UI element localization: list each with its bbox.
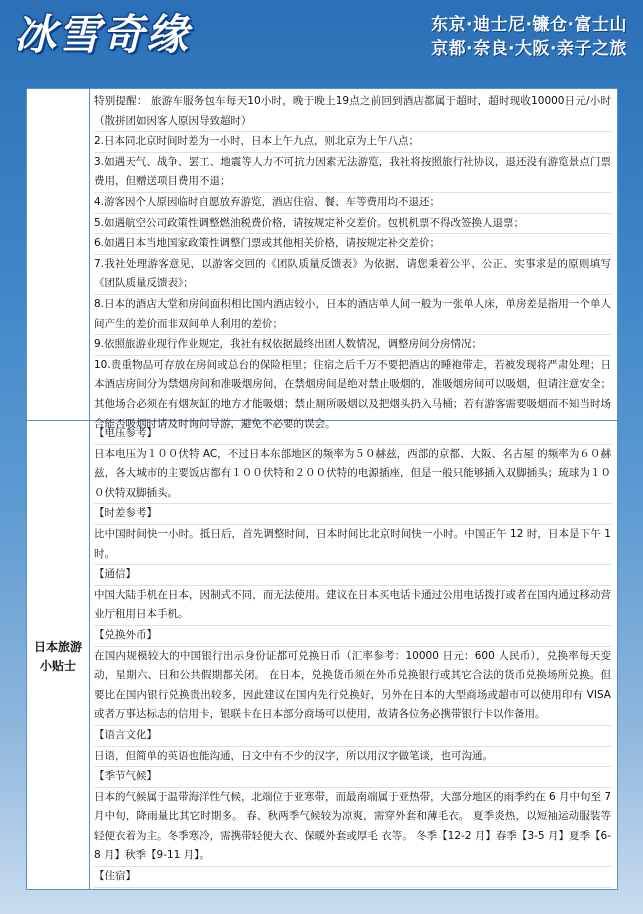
note-item: 5.如遇航空公司政策性调整燃油税费价格，请按规定补交差价。包机机票不得改签换人退票； [94,214,611,235]
tips-section-heading: 【住宿】 [94,867,611,888]
tips-paragraph: 日本电压为１００伏特 AC，不过日本东部地区的频率为５０赫兹，西部的京都、大阪、名古屋 的频率为６０赫兹，各大城市的主要饭店都有１００伏特和２００伏特的电源插座，但是一般只能够插入双脚插头；琉球为１００伏特双脚插头。 [94,445,611,505]
tips-label: 日本旅游小贴士 [27,421,90,890]
note-item: 3.如遇天气、战争、罢工、地震等人力不可抗力因素无法游览，我社将按照旅行社协议，退还没有游览景点门票费用，但赠送项目费用不退； [94,153,611,193]
note-item: 6.如遇日本当地国家政策性调整门票或其他相关价格，请按规定补交差价； [94,234,611,255]
note-item: 8.日本的酒店大堂和房间面积相比国内酒店较小，日本的酒店单人间一般为一张单人床，单房差是指用一个单人间产生的差价而非双间单人利用的差价； [94,295,611,335]
tips-section-heading: 【兑换外币】 [94,626,611,647]
note-item: 9.依照旅游业现行作业规定，我社有权依据最终出团人数情况，调整房间分房情况； [94,335,611,356]
tips-paragraph: 日本的气候属于温带海洋性气候，北端位于亚寒带，而最南端属于亚热带，大部分地区的雨季约在 6 月中旬至 7 月中旬，降雨量比其它时期多。 春、秋两季气候较为凉爽，需穿外套和薄毛衣。 夏季炎热，以短袖运动服装等 轻便衣着为主。冬季寒冷，需携带轻便大衣、保暖外套或厚毛 衣等。 冬季【12-2 月】春季【3-5 月】夏季【6-8 月】秋季【9-11 月】。 [94,788,611,867]
notes-row [27,89,617,430]
notes-label [27,89,90,420]
tips-cell [90,421,617,890]
page-header [0,0,643,86]
brand-logo: 冰雪奇缘 [14,10,191,59]
note-item: 10.贵重物品可存放在房间或总台的保险柜里；住宿之后千万不要把酒店的睡袍带走，若被发现将严肃处理；日本酒店房间分为禁烟房间和准吸烟房间，在禁烟房间是绝对禁止吸烟的，准吸烟房间可以吸烟，但请注意安全；其他场合必须在有烟灰缸的地方才能吸烟；禁止厕所吸烟以及把烟头扔入马桶；若有游客需要吸烟而不知当时场合能否吸烟时请及时询问导游，避免不必要的误会。 [94,358,611,430]
tips-section-heading: 【电压参考】 [94,424,611,445]
tips-section-heading: 【通信】 [94,565,611,586]
route-line-1: 东京·迪士尼·镰仓·富士山 [431,15,627,35]
note-item: 7.我社处理游客意见，以游客交回的《团队质量反馈表》为依据，请您秉着公平、公正、实事求是的原则填写《团队质量反馈表》； [94,255,611,295]
note-item: 2.日本同北京时间时差为一小时，日本上午九点，则北京为上午八点； [94,132,611,153]
tips-paragraph: 在国内规模较大的中国银行出示身份证都可兑换日币（汇率参考：10000 日元：600 人民币），兑换率每天变动，星期六、日和公共假期都关闭。 在日本，兑换货币须在外币兑换银行或其它合法的货币兑换场所兑换。但要比在国内银行兑换贵出较多，因此建议在国内先行兑换好，另外在日本的大型商场或超市可以使用印有 VISA 或者万事达标志的信用卡，银联卡在日本部分商场可以使用，故请各位务必携带银行卡以作备用。 [94,647,611,726]
tips-section-heading: 【语言文化】 [94,726,611,747]
tips-section-heading: 【时差参考】 [94,504,611,525]
note-item: 4.游客因个人原因临时自愿放弃游览，酒店住宿、餐、车等费用均不退还； [94,193,611,214]
tips-paragraph: 比中国时间快一小时。抵日后，首先调整时间，日本时间比北京时间快一小时。中国正午 12 时，日本是下午 1 时。 [94,525,611,565]
tips-row [27,421,617,890]
content-table [26,88,618,890]
tips-section-heading: 【季节气候】 [94,767,611,788]
tips-paragraph: 中国大陆手机在日本，因制式不同，而无法使用。建议在日本买电话卡通过公用电话拨打或者在国内通过移动营业厅租用日本手机。 [94,586,611,626]
note-item: 特别提醒： 旅游车服务包车每天10小时，晚于晚上19点之前回到酒店都属于超时，超时现收10000日元/小时（散拼团如因客人原因导致超时） [94,92,611,132]
notes-cell [90,89,617,430]
route-title [431,13,627,61]
route-line-2: 京都·奈良·大阪·亲子之旅 [431,39,627,59]
tips-paragraph: 日语，但简单的英语也能沟通，日文中有不少的汉字，所以用汉字做笔谈，也可沟通。 [94,747,611,768]
